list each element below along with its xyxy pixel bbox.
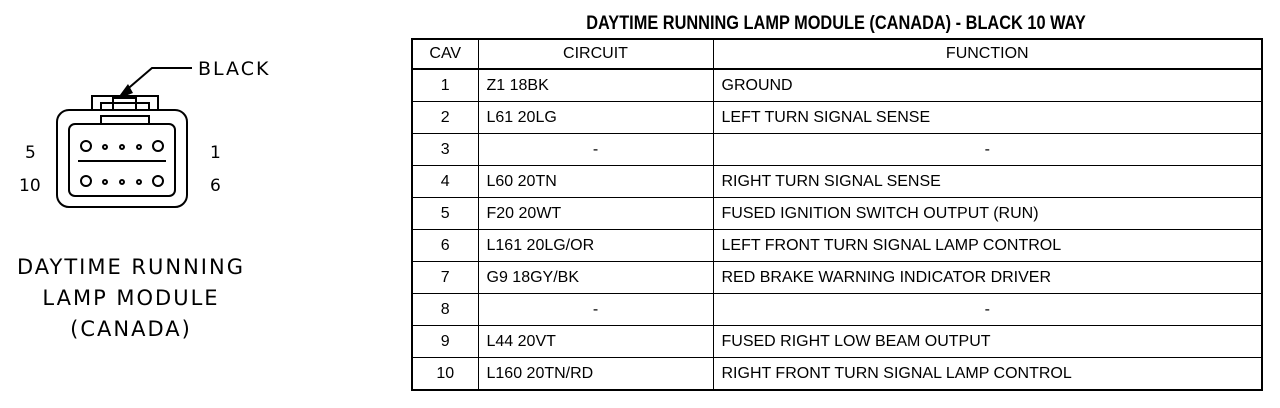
table-row: [412, 69, 1262, 102]
function-cell: RIGHT TURN SIGNAL SENSE: [713, 166, 1262, 198]
cav-cell: 7: [412, 262, 478, 294]
header-function: FUNCTION: [713, 39, 1262, 69]
function-cell: LEFT FRONT TURN SIGNAL LAMP CONTROL: [713, 230, 1262, 262]
function-cell: RED BRAKE WARNING INDICATOR DRIVER: [713, 262, 1262, 294]
pin-label-5: 5: [25, 143, 36, 163]
pin-cavity-8: [120, 180, 124, 184]
pin-cavity-1: [153, 141, 163, 151]
pin-label-1: 1: [210, 143, 221, 163]
cav-cell: 1: [412, 69, 478, 102]
circuit-cell: -: [478, 294, 713, 326]
function-cell: RIGHT FRONT TURN SIGNAL LAMP CONTROL: [713, 358, 1262, 391]
function-cell: -: [713, 294, 1262, 326]
header-cav: CAV: [412, 39, 478, 69]
table-row: [412, 134, 1262, 166]
table-row: [412, 230, 1262, 262]
table-row: [412, 198, 1262, 230]
cav-cell: 8: [412, 294, 478, 326]
cav-cell: 10: [412, 358, 478, 391]
function-cell: -: [713, 134, 1262, 166]
pin-cavity-2: [137, 145, 141, 149]
header-circuit: CIRCUIT: [478, 39, 713, 69]
component-name-line-2: LAMP MODULE: [42, 286, 220, 310]
pin-label-6: 6: [210, 176, 221, 196]
cav-cell: 3: [412, 134, 478, 166]
circuit-cell: L44 20VT: [478, 326, 713, 358]
function-cell: LEFT TURN SIGNAL SENSE: [713, 102, 1262, 134]
pin-cavity-3: [120, 145, 124, 149]
cav-cell: 2: [412, 102, 478, 134]
component-name: [0, 252, 262, 345]
table-row: [412, 262, 1262, 294]
cav-cell: 6: [412, 230, 478, 262]
circuit-cell: L161 20LG/OR: [478, 230, 713, 262]
cav-cell: 4: [412, 166, 478, 198]
table-header-row: [412, 39, 1262, 69]
cav-cell: 9: [412, 326, 478, 358]
function-cell: FUSED IGNITION SWITCH OUTPUT (RUN): [713, 198, 1262, 230]
pin-cavity-6: [153, 176, 163, 186]
pin-label-10: 10: [19, 176, 41, 196]
component-name-line-3: (CANADA): [70, 317, 192, 341]
function-cell: FUSED RIGHT LOW BEAM OUTPUT: [713, 326, 1262, 358]
table-row: [412, 326, 1262, 358]
table-row: [412, 102, 1262, 134]
cav-cell: 5: [412, 198, 478, 230]
locking-tab-inner: [101, 103, 149, 110]
circuit-cell: L60 20TN: [478, 166, 713, 198]
pin-cavity-5: [81, 141, 91, 151]
color-label: BLACK: [198, 58, 271, 80]
circuit-cell: Z1 18BK: [478, 69, 713, 102]
connector-face-diagram: [0, 0, 300, 250]
table-row: [412, 166, 1262, 198]
table-row: [412, 358, 1262, 391]
circuit-cell: G9 18GY/BK: [478, 262, 713, 294]
latch-key: [101, 116, 149, 124]
component-name-line-1: DAYTIME RUNNING: [16, 255, 245, 279]
pin-cavity-4: [103, 145, 107, 149]
circuit-cell: -: [478, 134, 713, 166]
pin-cavity-10: [81, 176, 91, 186]
pinout-table: [411, 38, 1263, 391]
black-leader-line: [124, 68, 192, 92]
circuit-cell: L160 20TN/RD: [478, 358, 713, 391]
table-row: [412, 294, 1262, 326]
pin-cavity-7: [137, 180, 141, 184]
circuit-cell: F20 20WT: [478, 198, 713, 230]
table-title: DAYTIME RUNNING LAMP MODULE (CANADA) - BLACK 10 WAY: [586, 13, 1086, 34]
pin-cavity-9: [103, 180, 107, 184]
function-cell: GROUND: [713, 69, 1262, 102]
circuit-cell: L61 20LG: [478, 102, 713, 134]
